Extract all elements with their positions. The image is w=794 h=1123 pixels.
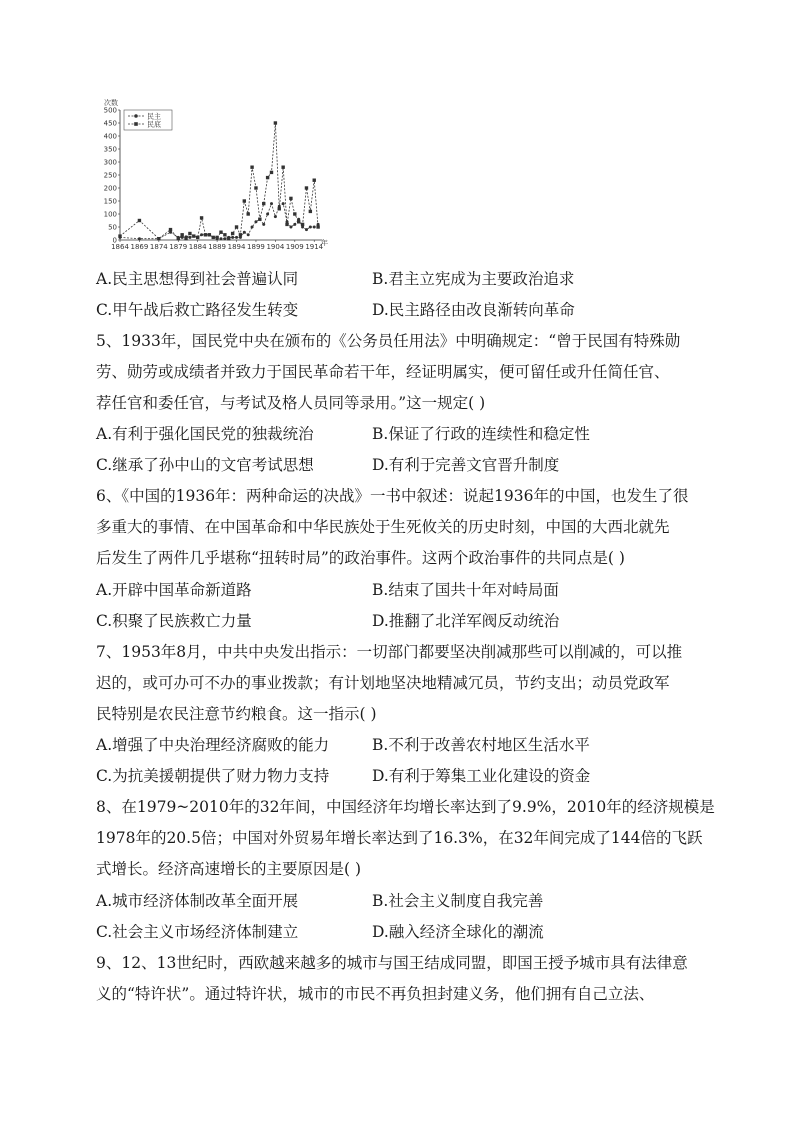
data-point-series-2	[262, 202, 265, 205]
q9-stem-line: 9、12、13世纪时，西欧越来越多的城市与国王结成同盟，即国王授予城市具有法律意	[96, 954, 688, 972]
q7-option-d[interactable]: D.有利于筹集工业化建设的资金	[372, 767, 591, 785]
q6-stem-line: 6、《中国的1936年：两种命运的决战》一书中叙述：说起1936年的中国，也发生了很	[96, 487, 689, 505]
data-point-series-2	[192, 234, 195, 237]
data-point-series-1	[138, 237, 141, 240]
q8-option-c[interactable]: C.社会主义市场经济体制建立	[96, 923, 299, 941]
data-point-series-2	[246, 212, 249, 215]
data-point-series-1	[293, 223, 296, 226]
y-tick-label: 200	[103, 184, 117, 193]
q6-option-b[interactable]: B.结束了国共十年对峙局面	[372, 581, 559, 599]
data-point-series-2	[208, 233, 211, 236]
data-point-series-1	[254, 220, 257, 223]
data-point-series-2	[243, 199, 246, 202]
q4-option-d[interactable]: D.民主路径由改良渐转向革命	[372, 301, 575, 319]
q5-option-d[interactable]: D.有利于完善文官晋升制度	[372, 456, 560, 474]
legend-label-series-2: 民底	[147, 120, 161, 129]
q4-option-b[interactable]: B.君主立宪成为主要政治追求	[372, 270, 575, 288]
x-tick-label: 1894	[227, 243, 246, 251]
data-point-series-1	[251, 226, 254, 229]
q5-option-c[interactable]: C.继承了孙中山的文官考试思想	[96, 456, 314, 474]
x-tick-label: 1864	[111, 243, 129, 251]
data-point-series-1	[220, 237, 223, 240]
y-tick-label: 300	[103, 158, 117, 167]
q9-stem-line: 义的“特许状”。通过特许状，城市的市民不再负担封建义务，他们拥有自己立法、	[96, 985, 655, 1003]
data-point-series-2	[316, 225, 319, 228]
data-point-series-2	[231, 232, 234, 235]
x-tick-label: 1909	[285, 243, 304, 251]
data-point-series-2	[118, 234, 121, 237]
legend-marker-series-1	[134, 114, 138, 118]
data-point-series-2	[313, 179, 316, 182]
q7-stem-line: 民特别是农民注意节约粮食。这一指示( )	[96, 705, 377, 723]
data-point-series-2	[138, 219, 141, 222]
legend-label-series-1: 民主	[147, 112, 161, 121]
q7-option-a[interactable]: A.增强了中央治理经济腐败的能力	[96, 736, 330, 754]
q6-option-d[interactable]: D.推翻了北洋军阀反动统治	[372, 612, 560, 630]
data-point-series-1	[188, 236, 191, 239]
data-point-series-1	[309, 226, 312, 229]
q4-option-a[interactable]: A.民主思想得到社会普遍认同	[96, 270, 299, 288]
data-point-series-2	[285, 223, 288, 226]
x-tick-label: 1879	[169, 243, 188, 251]
data-point-series-2	[184, 237, 187, 240]
q8-stem-line: 8、在1979~2010年的32年间，中国经济年均增长率达到了9.9%，2010年的经济规模是	[96, 798, 715, 816]
q5-stem-line: 劳、勋劳或成绩者并致力于国民革命若干年，经证明属实，便可留任或升任简任官、	[96, 363, 670, 381]
data-point-series-1	[262, 223, 265, 226]
y-tick-label: 450	[103, 119, 117, 128]
x-tick-label: 1869	[130, 243, 149, 251]
q8-option-a[interactable]: A.城市经济体制改革全面开展	[96, 892, 299, 910]
data-point-series-2	[215, 236, 218, 239]
data-point-series-2	[305, 186, 308, 189]
data-point-series-1	[289, 226, 292, 229]
q8-stem-line: 1978年的20.5倍；中国对外贸易年增长率达到了16.3%，在32年间完成了144倍的飞跃	[96, 829, 703, 847]
data-point-series-2	[200, 216, 203, 219]
data-point-series-1	[305, 228, 308, 231]
question-8	[96, 792, 715, 885]
q5-stem-line: 荐任官和委任官，与考试及格人员同等录用。”这一规定( )	[96, 394, 486, 412]
x-tick-label: 1889	[208, 243, 227, 251]
y-tick-label: 0	[112, 236, 117, 245]
y-tick-label: 400	[103, 132, 117, 141]
x-tick-label: 1874	[149, 243, 168, 251]
data-point-series-1	[231, 236, 234, 239]
data-point-series-1	[247, 233, 250, 236]
data-point-series-2	[293, 212, 296, 215]
data-point-series-2	[258, 218, 261, 221]
q6-option-a[interactable]: A.开辟中国革命新道路	[96, 581, 252, 599]
data-point-series-2	[212, 236, 215, 239]
q6-stem-line: 后发生了两件几乎堪称“扭转时局”的政治事件。这两个政治事件的共同点是( )	[96, 549, 625, 567]
data-point-series-2	[235, 225, 238, 228]
q5-option-a[interactable]: A.有利于强化国民党的独裁统治	[96, 425, 314, 443]
chart-legend	[124, 110, 172, 130]
legend-marker-series-2	[134, 122, 138, 126]
data-point-series-1	[235, 236, 238, 239]
data-point-series-1	[266, 213, 269, 216]
data-point-series-2	[188, 232, 191, 235]
data-point-series-2	[157, 237, 160, 240]
data-point-series-1	[270, 202, 273, 205]
data-point-series-1	[223, 237, 226, 240]
data-point-series-2	[239, 233, 242, 236]
x-tick-label: 1884	[188, 243, 207, 251]
data-point-series-2	[297, 220, 300, 223]
chart-svg	[98, 96, 338, 256]
question-6	[96, 481, 706, 574]
data-point-series-2	[270, 171, 273, 174]
data-point-series-1	[274, 215, 277, 218]
data-point-series-2	[223, 233, 226, 236]
data-point-series-2	[169, 228, 172, 231]
data-point-series-2	[266, 176, 269, 179]
y-tick-label: 350	[103, 145, 117, 154]
q8-stem-line: 式增长。经济高速增长的主要原因是( )	[96, 860, 362, 878]
y-tick-label: 250	[103, 171, 117, 180]
q7-option-c[interactable]: C.为抗美援朝提供了财力物力支持	[96, 767, 330, 785]
q5-option-b[interactable]: B.保证了行政的连续性和稳定性	[372, 425, 590, 443]
x-tick-label: 1899	[247, 243, 265, 251]
data-point-series-1	[243, 231, 246, 234]
question-5	[96, 326, 706, 419]
chart-y-ticks	[104, 106, 120, 244]
data-point-series-2	[274, 121, 277, 124]
x-tick-label: 1904	[266, 243, 285, 251]
q6-stem-line: 多重大的事情、在中国革命和中华民族处于生死攸关的历史时刻，中国的大西北就先	[96, 518, 670, 536]
data-point-series-2	[254, 186, 257, 189]
data-point-series-2	[309, 210, 312, 213]
data-point-series-2	[301, 223, 304, 226]
data-point-series-2	[204, 233, 207, 236]
y-tick-label: 500	[103, 106, 117, 115]
data-point-series-1	[200, 233, 203, 236]
q7-option-b[interactable]: B.不利于改善农村地区生活水平	[372, 736, 590, 754]
data-point-series-2	[250, 166, 253, 169]
chart-series	[118, 121, 320, 240]
x-tick-label: 1914	[305, 243, 324, 251]
q7-stem-line: 7、1953年8月，中共中央发出指示：一切部门都要坚决削减那些可以削减的，可以推	[96, 643, 683, 661]
data-point-series-2	[180, 233, 183, 236]
data-point-series-2	[278, 207, 281, 210]
protest-count-chart	[98, 96, 338, 256]
question-7	[96, 637, 706, 730]
q4-option-c[interactable]: C.甲午战后救亡路径发生转变	[96, 301, 299, 319]
question-9	[96, 948, 706, 1010]
q5-stem-line: 5、1933年，国民党中央在颁布的《公务员任用法》中明确规定：“曾于民国有特殊勋	[96, 332, 681, 350]
data-point-series-2	[219, 231, 222, 234]
data-point-series-1	[282, 202, 285, 205]
q6-option-c[interactable]: C.积聚了民族救亡力量	[96, 612, 252, 630]
y-tick-label: 50	[108, 223, 117, 232]
chart-x-label: 年	[321, 239, 328, 247]
data-point-series-2	[227, 237, 230, 240]
y-tick-label: 150	[103, 197, 117, 206]
data-point-series-1	[313, 226, 316, 229]
data-point-series-2	[281, 166, 284, 169]
chart-x-ticks	[111, 240, 324, 251]
q7-stem-line: 迟的，或可办可不办的事业拨款；有计划地坚决地精减冗员，节约支出；动员党政军	[96, 674, 670, 692]
chart-y-label: 次数	[104, 99, 118, 107]
q8-option-d[interactable]: D.融入经济全球化的潮流	[372, 923, 544, 941]
y-tick-label: 100	[103, 210, 117, 219]
data-point-series-2	[177, 237, 180, 240]
data-point-series-2	[196, 236, 199, 239]
q8-option-b[interactable]: B.社会主义制度自我完善	[372, 892, 544, 910]
data-point-series-2	[289, 197, 292, 200]
